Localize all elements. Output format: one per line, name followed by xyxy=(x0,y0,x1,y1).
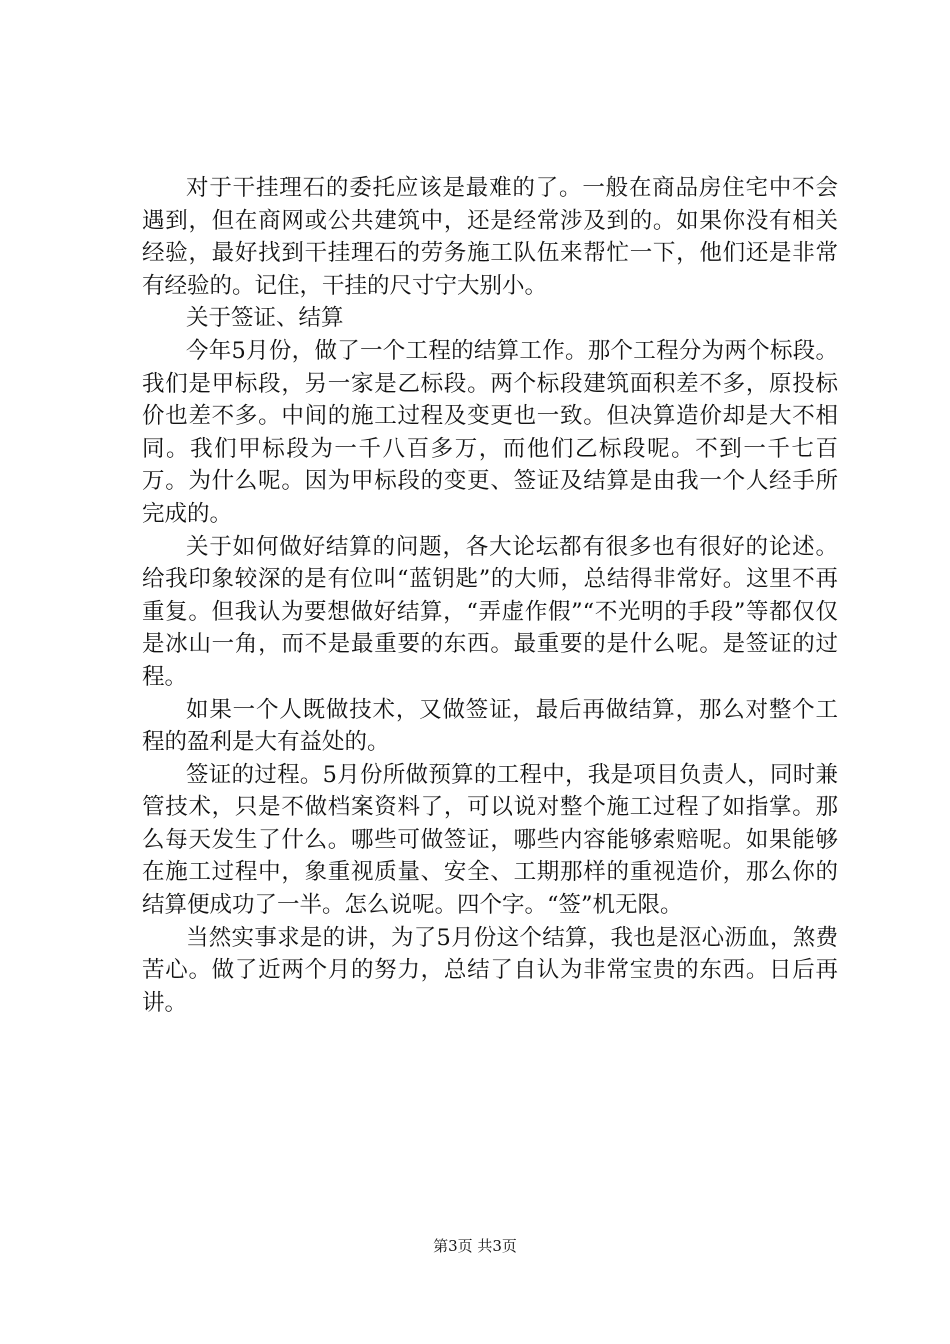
page-number-footer: 第3页 共3页 xyxy=(433,1237,517,1255)
paragraph-tech-visa-settlement: 如果一个人既做技术，又做签证，最后再做结算，那么对整个工程的盈利是大有益处的。 xyxy=(142,696,838,756)
section-heading-visa-settlement: 关于签证、结算 xyxy=(186,305,344,332)
paragraph-how-to-settle: 关于如何做好结算的问题，各大论坛都有很多也有很好的论述。给我印象较深的是有位叫“蓝钥匙”的大师，总结得非常好。这里不再重复。但我认为要想做好结算，“弄虚作假”“不光明的手段”等都仅仅是冰山一角，而不是最重要的东西。最重要的是什么呢。是签证的过程。 xyxy=(142,533,838,690)
paragraph-visa-process: 签证的过程。5月份所做预算的工程中，我是项目负责人，同时兼管技术，只是不做档案资料了，可以说对整个施工过程了如指掌。那么每天发生了什么。哪些可做签证，哪些内容能够索赔呢。如果能够在施工过程中，象重视质量、安全、工期那样的重视造价，那么你的结算便成功了一半。怎么说呢。四个字。“签”机无限。 xyxy=(142,761,838,919)
paragraph-dry-hanging-stone: 对于干挂理石的委托应该是最难的了。一般在商品房住宅中不会遇到，但在商网或公共建筑中，还是经常涉及到的。如果你没有相关经验，最好找到干挂理石的劳务施工队伍来帮忙一下，他们还是非常有经验的。记住，干挂的尺寸宁大别小。 xyxy=(142,175,838,299)
paragraph-closing: 当然实事求是的讲，为了5月份这个结算，我也是沤心沥血，煞费苦心。做了近两个月的努力，总结了自认为非常宝贵的东西。日后再讲。 xyxy=(142,924,838,1016)
paragraph-may-project-settlement: 今年5月份，做了一个工程的结算工作。那个工程分为两个标段。我们是甲标段，另一家是乙标段。两个标段建筑面积差不多，原投标价也差不多。中间的施工过程及变更也一致。但决算造价却是大不相同。我们甲标段为一千八百多万，而他们乙标段呢。不到一千七百万。为什么呢。因为甲标段的变更、签证及结算是由我一个人经手所完成的。 xyxy=(142,337,838,527)
document-body xyxy=(142,172,838,1019)
